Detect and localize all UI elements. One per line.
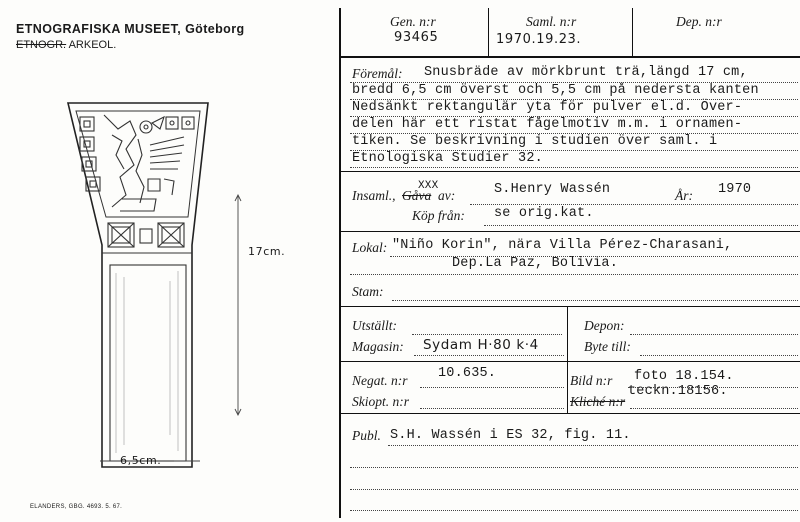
section-divider-storage (339, 361, 800, 362)
department-name: ARKEOL. (68, 39, 117, 51)
foremal-rule-2 (350, 99, 798, 100)
museum-city: Göteborg (185, 22, 245, 36)
insaml-value: S.Henry Wassén (494, 182, 611, 197)
header-divider-2 (632, 8, 633, 56)
storage-divider (567, 306, 568, 361)
publ-rule-4 (350, 510, 798, 511)
kop-label: Köp från: (412, 208, 465, 223)
publ-rule-1 (388, 445, 798, 446)
photo-divider (567, 361, 568, 413)
foremal-line-6: Etnologiska Studier 32. (352, 151, 543, 166)
gen-number-value: 93465 (394, 30, 439, 45)
foremal-line-5: tiken. Se beskrivning i studien över saml. i (352, 134, 718, 149)
bild-rule (628, 387, 798, 388)
header-divider-1 (488, 8, 489, 56)
ar-value: 1970 (718, 182, 752, 197)
lokal-label: Lokal: (352, 240, 388, 255)
saml-number-label: Saml. n:r (526, 14, 577, 29)
gen-number-label: Gen. n:r (390, 14, 436, 29)
gava-label: Gåva (402, 188, 432, 203)
skiopt-rule (420, 408, 564, 409)
klische-rule (630, 408, 798, 409)
dep-number-label: Dep. n:r (676, 14, 722, 29)
negat-rule (420, 387, 564, 388)
publ-rule-3 (350, 489, 798, 490)
byte-rule (640, 355, 798, 356)
museum-name (16, 22, 245, 36)
bild-value-2: teckn.18156. (628, 384, 728, 399)
insaml-label: Insaml., (352, 188, 396, 203)
stam-rule (392, 300, 798, 301)
department-struck: ETNOGR. (16, 39, 67, 51)
foremal-rule-3 (350, 116, 798, 117)
magasin-rule (414, 355, 564, 356)
depon-label: Depon: (584, 318, 625, 333)
saml-number-value: 1970.19.23. (496, 32, 582, 47)
publ-rule-2 (350, 467, 798, 468)
negat-value: 10.635. (438, 366, 497, 381)
foremal-label: Föremål: (352, 66, 403, 81)
foremal-line-3: Nedsänkt rektangulär yta för pulver el.d. Över- (352, 100, 743, 115)
department (16, 39, 116, 51)
museum-title: ETNOGRAFISKA MUSEET, (16, 22, 182, 36)
ar-label: År: (675, 188, 693, 203)
utstallt-rule (412, 334, 562, 335)
publ-value: S.H. Wassén i ES 32, fig. 11. (390, 428, 631, 443)
kop-rule (484, 225, 798, 226)
magasin-label: Magasin: (352, 339, 404, 354)
lokal-rule-2 (350, 274, 798, 275)
height-measurement: 17cm. (248, 245, 286, 258)
skiopt-label: Skiopt. n:r (352, 394, 409, 409)
section-divider-photo (339, 413, 800, 414)
printer-imprint: ELANDERS, GBG. 4693. 5. 67. (30, 504, 123, 510)
insaml-rule (470, 204, 798, 205)
section-divider-lokal (339, 306, 800, 307)
header-bottom-border (339, 56, 800, 58)
byte-label: Byte till: (584, 339, 631, 354)
foremal-line-1: Snusbräde av mörkbrunt trä,längd 17 cm, (424, 65, 748, 80)
magasin-value: Sydam H·80 k·4 (423, 337, 539, 353)
negat-label: Negat. n:r (352, 373, 408, 388)
foremal-line-2: bredd 6,5 cm överst och 5,5 cm på nedersta kanten (352, 83, 759, 98)
klische-label: Kliché n:r (570, 394, 626, 409)
depon-rule (630, 334, 798, 335)
stam-label: Stam: (352, 284, 384, 299)
section-divider-foremal (339, 171, 800, 172)
lokal-line-1: "Niño Korin", nära Villa Pérez-Charasani, (392, 238, 733, 253)
width-measurement: 6,5cm. (120, 454, 162, 467)
foremal-line-4: delen här ett ristat fågelmotiv m.m. i ornamen- (352, 117, 743, 132)
snuff-board-drawing (60, 95, 320, 495)
section-divider-insaml (339, 231, 800, 232)
bild-label: Bild n:r (570, 373, 613, 388)
foremal-rule-1 (350, 82, 798, 83)
bild-value-1: foto 18.154. (634, 369, 734, 384)
xxx-mark: XXX (418, 180, 439, 192)
card-left-border (339, 8, 341, 518)
utstallt-label: Utställt: (352, 318, 398, 333)
foremal-rule-5 (350, 150, 798, 151)
foremal-rule-6 (350, 167, 798, 168)
av-label: av: (438, 188, 456, 203)
kop-value: se orig.kat. (494, 206, 594, 221)
lokal-rule-1 (390, 256, 798, 257)
foremal-rule-4 (350, 133, 798, 134)
publ-label: Publ. (352, 428, 381, 443)
lokal-line-2: Dep.La Paz, Bolivia. (452, 256, 619, 271)
